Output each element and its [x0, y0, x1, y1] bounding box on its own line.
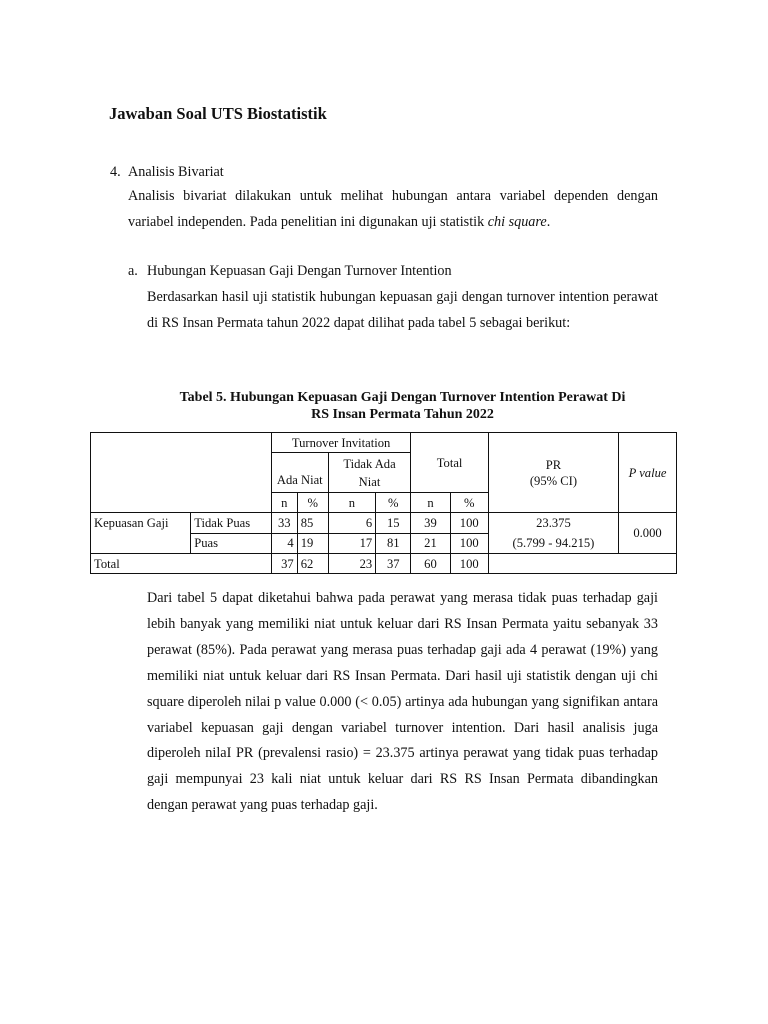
section-number: 4.: [110, 164, 121, 180]
cell-pvalue: 0.000: [619, 513, 677, 554]
table-caption-line2: RS Insan Permata Tahun 2022: [311, 407, 494, 422]
total-pr-empty: [488, 554, 618, 574]
total-pvalue-empty: [619, 554, 677, 574]
section-heading: Analisis Bivariat: [128, 164, 224, 180]
cell-pr: [488, 513, 618, 554]
intro-italic-term: chi square: [487, 213, 547, 230]
row-label: Puas: [191, 533, 272, 554]
header-tidak-ada-niat: Tidak Ada Niat: [328, 453, 411, 493]
table-caption: [100, 389, 705, 423]
header-turnover-group: Turnover Invitation: [271, 433, 410, 453]
header-total-n: n: [411, 493, 450, 513]
header-ada-niat: Ada Niat: [271, 453, 328, 493]
total-ada-n: 37: [271, 554, 297, 574]
header-tidak-n: n: [328, 493, 376, 513]
subsection-paragraph: Berdasarkan hasil uji statistik hubungan kepuasan gaji dengan turnover intention perawat di RS Insan Permata tahun 2022 dapat dilihat pada tabel 5 sebagai berikut:: [147, 289, 658, 331]
header-ada-n: n: [271, 493, 297, 513]
subsection-heading: Hubungan Kepuasan Gaji Dengan Turnover Intention: [147, 263, 452, 279]
total-tidak-n: 23: [328, 554, 376, 574]
header-pvalue-label: P value: [628, 465, 667, 480]
header-ada-pct: %: [297, 493, 328, 513]
subsection-letter: a.: [128, 263, 138, 279]
total-row-label: Total: [91, 554, 272, 574]
header-pr: [488, 433, 618, 513]
cell-total-n: 21: [411, 533, 450, 554]
header-tidak-pct: %: [376, 493, 411, 513]
row-variable-empty: [91, 533, 191, 554]
intro-text: Analisis bivariat dilakukan untuk melihat hubungan antara variabel dependen dengan variabel independen. Pada penelitian ini digunakan uji statistik: [128, 188, 658, 230]
header-pr-ci: (95% CI): [529, 473, 578, 488]
cell-pr-range: (5.799 - 94.215): [512, 536, 595, 550]
cell-ada-n: 4: [271, 533, 297, 554]
cell-ada-n: 33: [271, 513, 297, 534]
row-label: Tidak Puas: [191, 513, 272, 534]
cell-tidak-n: 17: [328, 533, 376, 554]
cell-tidak-pct: 81: [376, 533, 411, 554]
document-title: Jawaban Soal UTS Biostatistik: [109, 104, 327, 123]
results-table: [90, 432, 677, 574]
total-total-n: 60: [411, 554, 450, 574]
table-empty-corner: [91, 433, 272, 513]
row-variable-label: Kepuasan Gaji: [91, 513, 191, 534]
cell-total-pct: 100: [450, 513, 488, 534]
conclusion-paragraph: Dari tabel 5 dapat diketahui bahwa pada perawat yang merasa tidak puas terhadap gaji lebih banyak yang memiliki niat untuk keluar dari RS Insan Permata yaitu sebanyak 33 perawat (85%). Pada perawat yang merasa puas terhadap gaji ada 4 perawat (19%) yang memiliki niat untuk keluar dari RS Insan Permata. Dari hasil uji statistik dengan uji chi square diperoleh nilai p value 0.000 (< 0.05) artinya ada hubungan yang signifikan antara variabel kepuasan gaji dengan variabel turnover intention. Dari hasil analisis juga diperoleh nilaI PR (prevalensi rasio) = 23.375 artinya perawat yang tidak puas terhadap gaji mempunyai 23 kali niat untuk keluar dari RS RS Insan Permata dibandingkan dengan perawat yang puas terhadap gaji.: [147, 590, 658, 814]
cell-total-pct: 100: [450, 533, 488, 554]
cell-ada-pct: 19: [297, 533, 328, 554]
total-ada-pct: 62: [297, 554, 328, 574]
cell-tidak-pct: 15: [376, 513, 411, 534]
table-total-row: [91, 554, 677, 574]
intro-paragraph: [128, 184, 658, 235]
table-caption-line1: Tabel 5. Hubungan Kepuasan Gaji Dengan Turnover Intention Perawat Di: [179, 390, 626, 405]
table-row: [91, 513, 677, 534]
header-pvalue: [619, 433, 677, 513]
intro-end: .: [546, 213, 551, 230]
cell-total-n: 39: [411, 513, 450, 534]
header-total: Total: [411, 433, 489, 493]
total-tidak-pct: 37: [376, 554, 411, 574]
cell-ada-pct: 85: [297, 513, 328, 534]
cell-tidak-n: 6: [328, 513, 376, 534]
header-pr-label: PR: [545, 457, 562, 472]
cell-pr-value: 23.375: [536, 516, 571, 530]
total-total-pct: 100: [450, 554, 488, 574]
header-total-pct: %: [450, 493, 488, 513]
